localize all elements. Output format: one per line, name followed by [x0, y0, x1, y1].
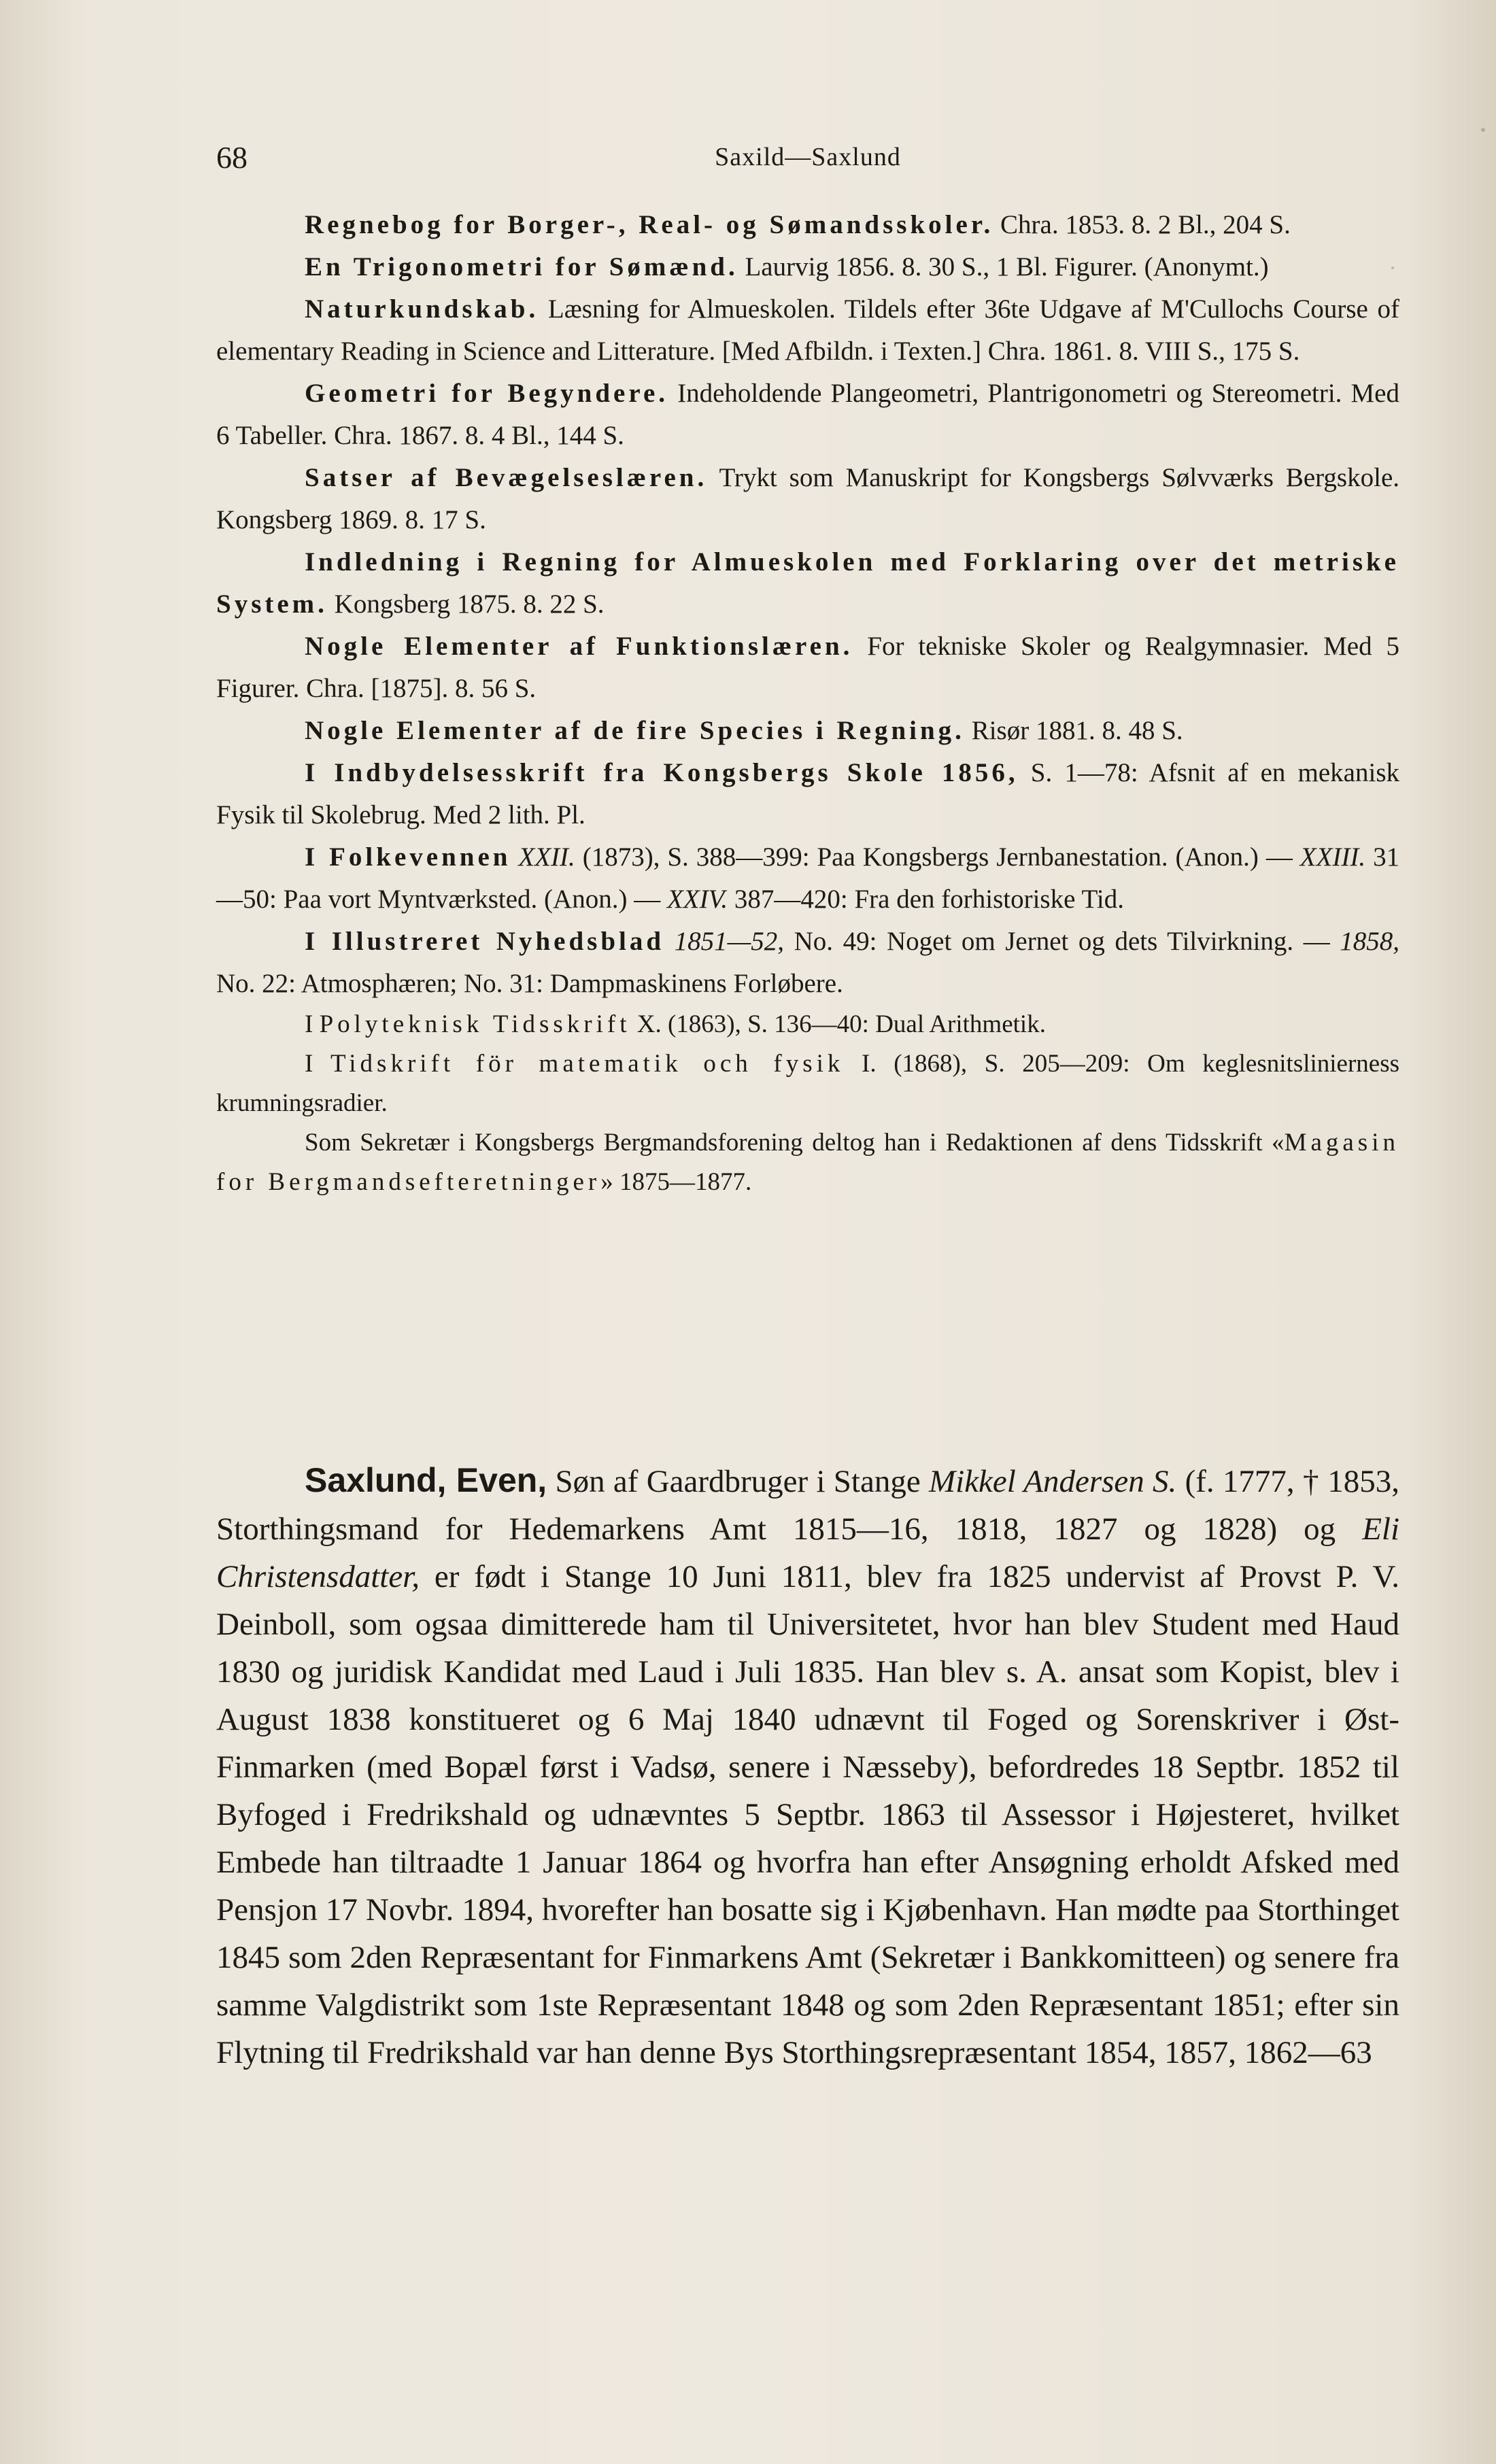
bibliography-entry [216, 373, 1399, 457]
paper-speck [1391, 267, 1394, 269]
running-title: Saxild—Saxlund [715, 143, 901, 171]
entry-details: Risør 1881. 8. 48 S. [971, 716, 1183, 745]
entry-details: 387—420: Fra den forhistoriske Tid. [734, 885, 1124, 914]
entry-title: Satser af Bevægelseslæren. [305, 463, 708, 492]
note-details: » 1875—1877. [600, 1168, 752, 1196]
bibliography-entry [216, 710, 1399, 752]
bibliography-entry [216, 836, 1399, 921]
entry-title: I Illustreret Nyhedsblad [305, 927, 665, 956]
biography-text: Søn af Gaardbruger i Stange [555, 1464, 921, 1499]
entry-title: Geometri for Begyndere. [305, 379, 669, 408]
entry-details: Indeholdende Plangeometri, Plantrigonometri og Stereometri. Med 6 Tabeller. Chra. 1867. 8. 4 Bl., 144 S. [216, 379, 1399, 450]
note-entry [216, 1123, 1399, 1202]
entry-details: (1873), S. 388—399: Paa Kongsbergs Jernbanestation. (Anon.) — [582, 842, 1293, 872]
journal-title: Magasin for Bergmandsefteretninger [216, 1129, 1399, 1196]
note-entry [216, 1044, 1399, 1123]
entry-details: Kongsberg 1875. 8. 22 S. [334, 589, 605, 619]
note-prefix: Som Sekretær i Kongsbergs Bergmandsforening deltog han i Redaktionen af dens Tidsskrift « [305, 1129, 1285, 1157]
paper-speck [1481, 128, 1485, 132]
entry-details: S. 1—78: Afsnit af en mekanisk Fysik til Skolebrug. Med 2 lith. Pl. [216, 758, 1400, 829]
note-details: I. (1868), S. 205—209: Om keglesnitslinierness krumningsradier. [216, 1050, 1400, 1117]
bibliography-entry [216, 288, 1399, 373]
bibliography-entry [216, 457, 1399, 541]
journal-title: Polyteknisk Tidsskrift [319, 1010, 631, 1038]
volume-year: 1858, [1340, 927, 1400, 956]
father-name: Mikkel Andersen S. [928, 1464, 1177, 1499]
entry-title: Naturkundskab. [305, 294, 539, 324]
paper-speck [933, 1065, 936, 1068]
running-head [216, 139, 1399, 180]
bibliography-section [216, 204, 1399, 1202]
entry-details: 31—50: Paa vort Myntværksted. (Anon.) — [216, 842, 1400, 914]
paper-speck [1334, 651, 1338, 655]
entry-details: No. 49: Noget om Jernet og dets Tilvirkning. — [794, 927, 1330, 956]
note-prefix: I [305, 1050, 313, 1078]
bibliography-entry [216, 204, 1399, 246]
volume-number: XXIII. [1299, 842, 1366, 872]
note-prefix: I [305, 1010, 313, 1038]
entry-title: Regnebog for Borger-, Real- og Sømandsskoler. [305, 210, 994, 239]
entry-details: No. 22: Atmosphæren; No. 31: Dampmaskinens Forløbere. [216, 969, 843, 998]
page-number: 68 [216, 140, 248, 175]
note-details: X. (1863), S. 136—40: Dual Arithmetik. [636, 1010, 1046, 1038]
entry-title: En Trigonometri for Sømænd. [305, 252, 738, 281]
entry-title: Nogle Elementer af Funktionslæren. [305, 632, 853, 661]
entry-title: Nogle Elementer af de fire Species i Regning. [305, 716, 965, 745]
bibliography-entry [216, 752, 1399, 836]
person-name: Saxlund, Even, [305, 1461, 547, 1499]
entry-details: Laurvig 1856. 8. 30 S., 1 Bl. Figurer. (Anonymt.) [745, 252, 1269, 281]
biography-paragraph [216, 1456, 1399, 2076]
entry-details: Chra. 1853. 8. 2 Bl., 204 S. [1000, 210, 1291, 239]
note-entry [216, 1005, 1399, 1044]
entry-title: Indledning i Regning for Almueskolen med Forklaring over det metriske System. [216, 547, 1399, 619]
volume-number: XXIV. [666, 885, 728, 914]
bibliography-entry [216, 541, 1399, 626]
volume-number: XXII. [518, 842, 575, 872]
volume-year: 1851—52, [674, 927, 785, 956]
biography-section [216, 1456, 1399, 2076]
bibliography-entry [216, 626, 1399, 710]
entry-details: For tekniske Skoler og Realgymnasier. Med 5 Figurer. Chra. [1875]. 8. 56 S. [216, 632, 1399, 703]
entry-title: I Indbydelsesskrift fra Kongsbergs Skole 1856, [305, 758, 1019, 787]
biography-text: er født i Stange 10 Juni 1811, blev fra 1825 undervist af Provst P. V. Deinboll, som ogsaa dimitterede ham til Universitetet, hvor han blev Student med Haud 1830 og juridisk Kandidat med Laud i Juli 1835. Han blev s. A. ansat som Kopist, blev i August 1838 konstitueret og 6 Maj 1840 udnævnt til Foged og Sorenskriver i Øst-Finmarken (med Bopæl først i Vadsø, senere i Næsseby), befordredes 18 Septbr. 1852 til Byfoged i Fredrikshald og udnævntes 5 Septbr. 1863 til Assessor i Højesteret, hvilket Embede han tiltraadte 1 Januar 1864 og hvorfra han efter Ansøgning erholdt Afsked med Pensjon 17 Novbr. 1894, hvorefter han bosatte sig i Kjøbenhavn. Han mødte paa Storthinget 1845 som 2den Repræsentant for Finmarkens Amt (Sekretær i Bankkomitteen) og senere fra samme Valgdistrikt som 1ste Repræsentant 1848 og som 2den Repræsentant 1851; efter sin Flytning til Fredrikshald var han denne Bys Storthingsrepræsentant 1854, 1857, 1862—63 [216, 1559, 1400, 2070]
entry-details: Trykt som Manuskript for Kongsbergs Sølvværks Bergskole. Kongsberg 1869. 8. 17 S. [216, 463, 1399, 534]
entry-details: Læsning for Almueskolen. Tildels efter 36te Udgave af M'Cullochs Course of elementary Reading in Science and Litterature. [Med Afbildn. i Texten.] Chra. 1861. 8. VIII S., 175 S. [216, 294, 1400, 366]
bibliography-entry [216, 921, 1399, 1005]
journal-title: Tidskrift för matematik och fysik [330, 1050, 845, 1078]
mother-name: Eli Christensdatter, [216, 1511, 1400, 1594]
bibliography-entry [216, 246, 1399, 288]
entry-title: I Folkevennen [305, 842, 511, 872]
biography-text: (f. 1777, † 1853, Storthingsmand for Hedemarkens Amt 1815—16, 1818, 1827 og 1828) og [216, 1464, 1400, 1547]
